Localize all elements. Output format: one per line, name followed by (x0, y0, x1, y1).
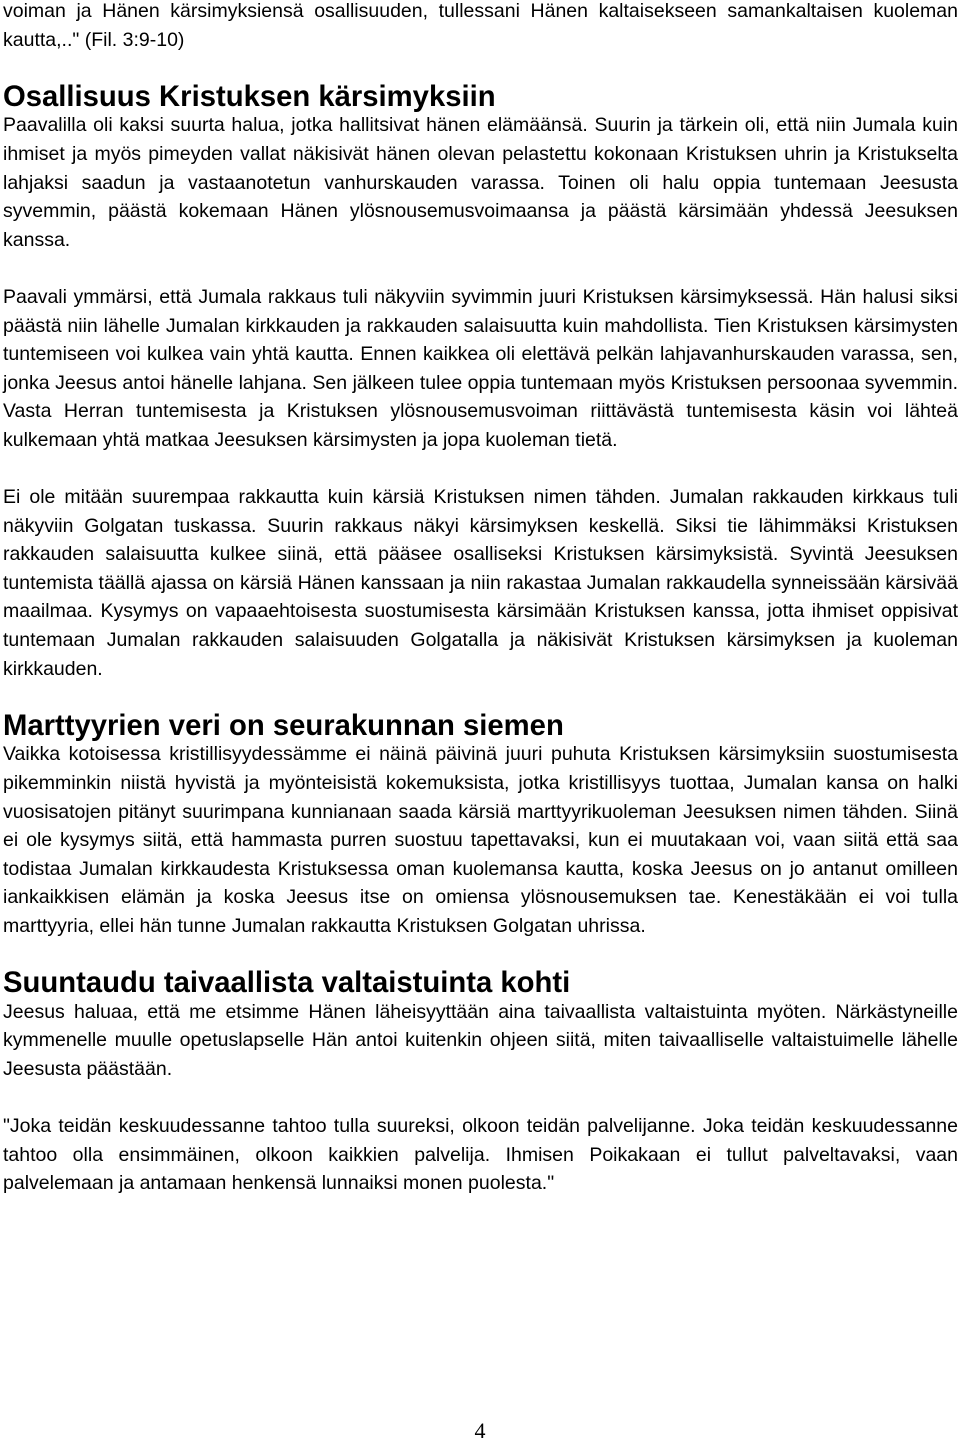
body-paragraph: Paavalilla oli kaksi suurta halua, jotka hallitsivat hänen elämäänsä. Suurin ja tärkein oli, että niin Jumala kuin ihmiset ja myös pimeyden vallat näkisivät hänen olevan pelastettu kokonaan Kristuksen uhrin ja Kristukselta lahjaksi saadun ja vastaanotetun vanhurskauden varassa. Toinen oli halu oppia tuntemaan Jeesusta syvemmin, päästä kokemaan Hänen ylösnousemusvoimaansa ja päästä kärsimään yhdessä Jeesuksen kanssa. (3, 114, 958, 251)
section-heading: Suuntaudu taivaallista valtaistuinta kohti (3, 967, 571, 1000)
body-paragraph: Paavali ymmärsi, että Jumala rakkaus tuli näkyviin syvimmin juuri Kristuksen kärsimyksessä. Hän halusi siksi päästä niin lähelle Jumalan kirkkauden ja rakkauden salaisuutta kuin mahdollista. Tien Kristuksen kärsimysten tuntemiseen voi kulkea vain yhtä kautta. Ennen kaikkea oli elettävä pelkän lahjavanhurskauden varassa, sen, jonka Jeesus antoi hänelle lahjana. Sen jälkeen tulee oppia tuntemaan myös Kristuksen persoonaa syvemmin. Vasta Herran tuntemisesta ja Kristuksen ylösnousemusvoiman riittävästä tuntemisesta käsin voi lähteä kulkemaan yhtä matkaa Jeesuksen kärsimysten ja jopa kuoleman tietä. (3, 285, 958, 451)
paragraph-gap (3, 455, 958, 484)
paragraph-gap (3, 254, 958, 283)
body-paragraph: Jeesus haluaa, että me etsimme Hänen läheisyyttään aina taivaallista valtaistuinta myöten. Närkästyneille kymmenelle muulle opetuslapselle Hän antoi kuitenkin ohjeen siitä, miten taivaalliselle valtaistuimelle lähelle Jeesusta päästään. (3, 1000, 958, 1080)
paragraph-gap (3, 1084, 958, 1113)
section-heading: Marttyyrien veri on seurakunnan siemen (3, 709, 564, 742)
body-paragraph: Vaikka kotoisessa kristillisyydessämme ei näinä päivinä juuri puhuta Kristuksen kärsimyksiin suostumisesta pikemminkin niistä hyvistä ja myönteisistä kokemuksista, jotka kristillisyys tuottaa, Jumalan kansa on halki vuosisatojen pitänyt suurimpana kunnianaan saada kärsiä marttyyrikuoleman Jeesuksen nimen tähden. Siinä ei ole kysymys siitä, että hammasta purren suostuu tapettavaksi, kun ei muutakaan voi, vaan siitä että saa todistaa Jumalan kirkkaudesta Kristuksessa oman kuolemansa kautta, koska Jeesus on jo antanut omilleen iankaikkisen elämän ja koska Jeesus itse on omiensa ylösnousemuksen tae. Kenestäkään ei voi tulla marttyyria, ellei hän tunne Jumalan rakkautta Kristuksen Golgatan uhrissa. (3, 743, 958, 937)
intro-paragraph: voiman ja Hänen kärsimyksiensä osallisuuden, tullessani Hänen kaltaisekseen samankaltaisen kuoleman kautta,.." (Fil. 3:9-10) (3, 0, 958, 51)
paragraph-gap (3, 683, 958, 712)
quote-paragraph: "Joka teidän keskuudessanne tahtoo tulla suureksi, olkoon teidän palvelijanne. Joka teidän keskuudessanne tahtoo olla ensimmäinen, olkoon kaikkien palvelija. Ihmisen Poikakaan ei tullut palveltavaksi, vaan palvelemaan ja antamaan henkensä lunnaiksi monen puolesta." (3, 1115, 958, 1195)
page-number: 4 (474, 1418, 486, 1443)
paragraph-gap (3, 941, 958, 970)
body-paragraph: Ei ole mitään suurempaa rakkautta kuin kärsiä Kristuksen nimen tähden. Jumalan rakkauden kirkkaus tuli näkyviin Golgatan tuskassa. Suurin rakkaus näkyi kärsimyksen keskellä. Siksi tie lähimmäksi Kristuksen rakkauden salaisuutta kulkee siinä, että pääsee osalliseksi Kristuksen kärsimyksistä. Syvintä Jeesuksen tuntemista täällä ajassa on kärsiä Hänen kanssaan ja niin rakastaa Jumalan rakkaudella synneissään kärsivää maailmaa. Kysymys on vapaaehtoisesta suostumisesta kärsimään Kristuksen kanssa, jotta ihmiset oppisivat tuntemaan Jumalan rakkauden salaisuuden Golgatalla ja näkisivät Kristuksen kärsimyksen ja kuoleman kirkkauden. (3, 486, 958, 680)
paragraph-gap (3, 54, 958, 83)
section-heading: Osallisuus Kristuksen kärsimyksiin (3, 80, 496, 113)
